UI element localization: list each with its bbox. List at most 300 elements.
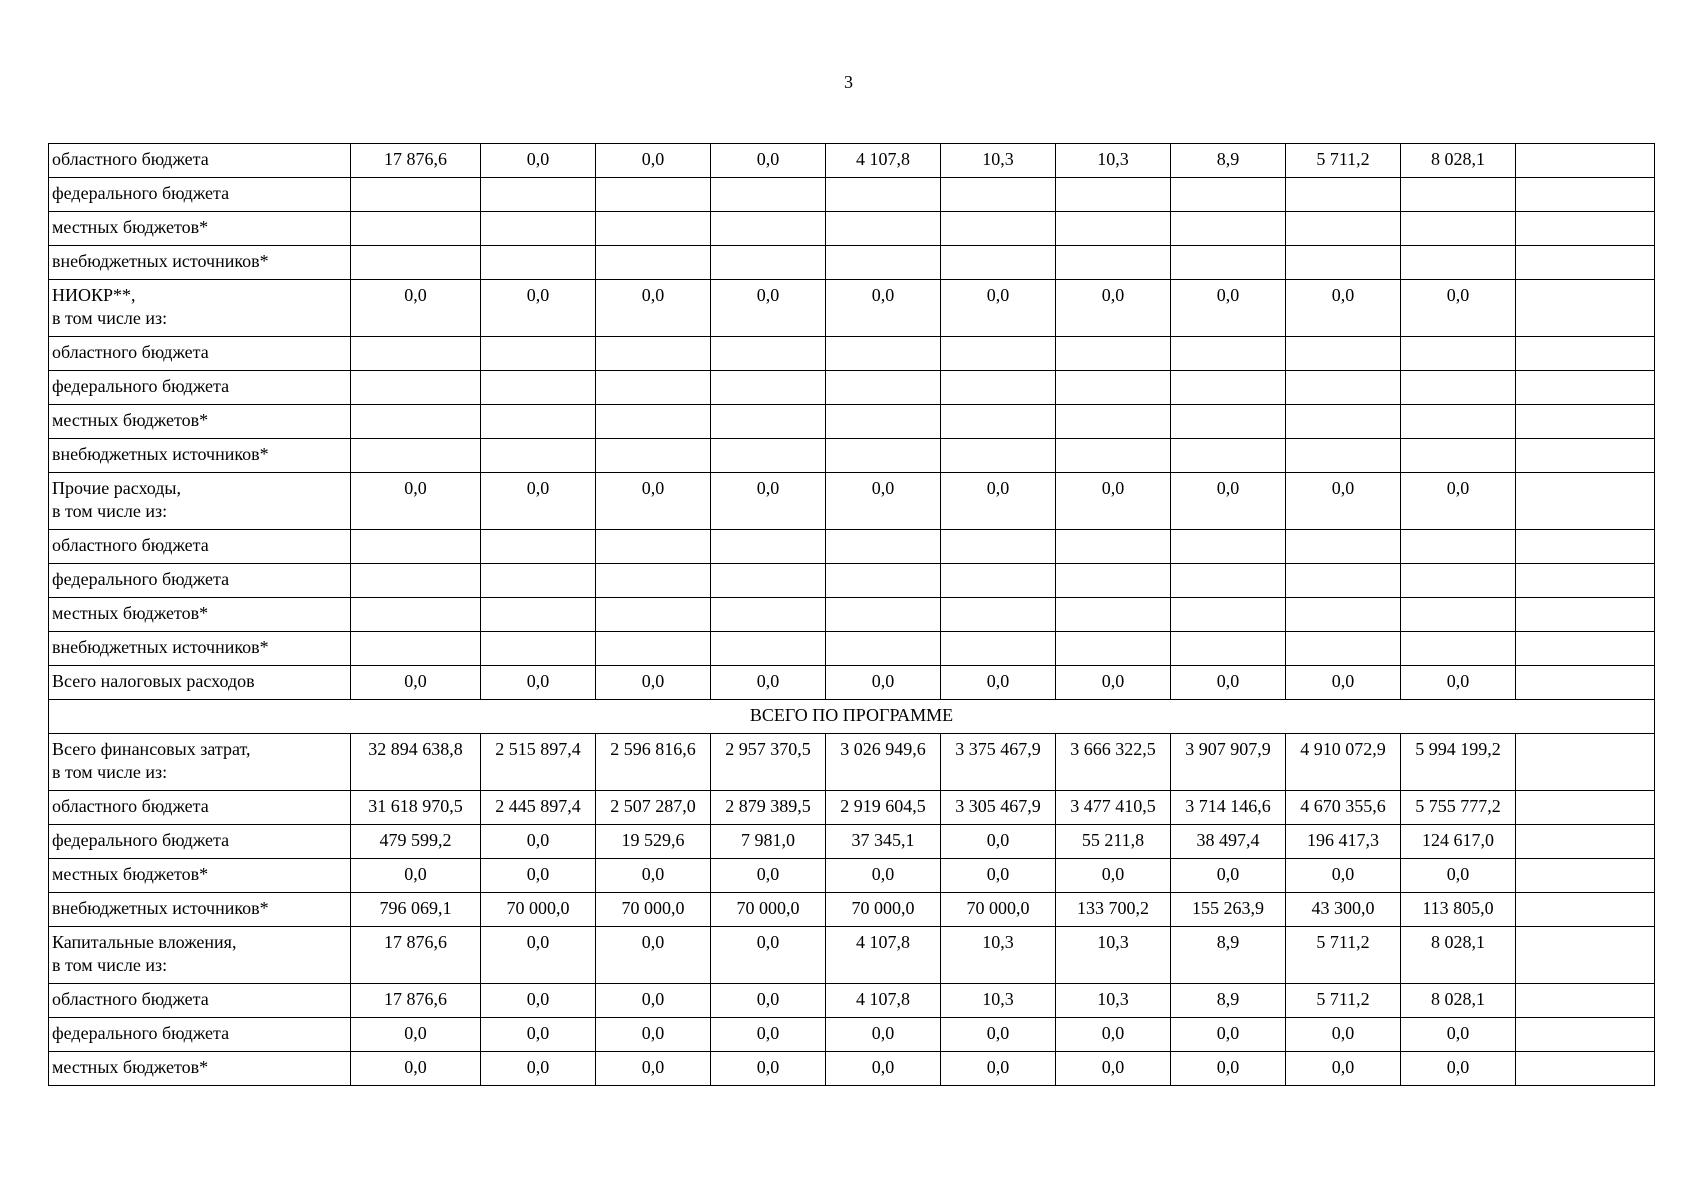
value-cell: 0,0 bbox=[1401, 1018, 1516, 1052]
value-cell: 8,9 bbox=[1171, 144, 1286, 178]
value-cell bbox=[1056, 371, 1171, 405]
value-cell bbox=[826, 405, 941, 439]
value-cell: 70 000,0 bbox=[596, 893, 711, 927]
value-cell: 2 879 389,5 bbox=[711, 791, 826, 825]
value-cell bbox=[1516, 439, 1655, 473]
value-cell: 0,0 bbox=[711, 473, 826, 530]
row-label: областного бюджета bbox=[49, 337, 351, 371]
value-cell: 0,0 bbox=[596, 473, 711, 530]
value-cell: 43 300,0 bbox=[1286, 893, 1401, 927]
value-cell bbox=[1286, 564, 1401, 598]
value-cell bbox=[1171, 246, 1286, 280]
value-cell: 0,0 bbox=[481, 473, 596, 530]
table-row bbox=[49, 984, 1655, 1018]
row-label: федерального бюджета bbox=[49, 371, 351, 405]
table-row bbox=[49, 1052, 1655, 1086]
value-cell: 0,0 bbox=[1286, 666, 1401, 700]
value-cell bbox=[941, 439, 1056, 473]
value-cell bbox=[596, 530, 711, 564]
value-cell: 0,0 bbox=[596, 280, 711, 337]
table-row bbox=[49, 791, 1655, 825]
value-cell bbox=[826, 564, 941, 598]
value-cell: 0,0 bbox=[711, 666, 826, 700]
value-cell: 4 107,8 bbox=[826, 984, 941, 1018]
row-label: внебюджетных источников* bbox=[49, 439, 351, 473]
row-label: федерального бюджета bbox=[49, 825, 351, 859]
value-cell: 5 711,2 bbox=[1286, 984, 1401, 1018]
value-cell bbox=[1516, 984, 1655, 1018]
value-cell: 0,0 bbox=[596, 1018, 711, 1052]
value-cell: 0,0 bbox=[941, 825, 1056, 859]
table-row bbox=[49, 405, 1655, 439]
value-cell: 3 907 907,9 bbox=[1171, 734, 1286, 791]
value-cell bbox=[481, 439, 596, 473]
value-cell bbox=[1286, 371, 1401, 405]
value-cell: 0,0 bbox=[1056, 1052, 1171, 1086]
value-cell: 0,0 bbox=[481, 144, 596, 178]
value-cell bbox=[1516, 337, 1655, 371]
value-cell: 37 345,1 bbox=[826, 825, 941, 859]
row-label: местных бюджетов* bbox=[49, 1052, 351, 1086]
value-cell: 133 700,2 bbox=[1056, 893, 1171, 927]
value-cell: 10,3 bbox=[941, 144, 1056, 178]
value-cell bbox=[941, 178, 1056, 212]
row-label: внебюджетных источников* bbox=[49, 632, 351, 666]
value-cell bbox=[1171, 212, 1286, 246]
value-cell bbox=[481, 405, 596, 439]
row-label: Всего налоговых расходов bbox=[49, 666, 351, 700]
table-row bbox=[49, 530, 1655, 564]
table-row bbox=[49, 473, 1655, 530]
value-cell: 0,0 bbox=[351, 859, 481, 893]
table-row bbox=[49, 598, 1655, 632]
value-cell: 3 666 322,5 bbox=[1056, 734, 1171, 791]
table-row bbox=[49, 825, 1655, 859]
value-cell bbox=[596, 371, 711, 405]
value-cell: 38 497,4 bbox=[1171, 825, 1286, 859]
value-cell: 0,0 bbox=[941, 1052, 1056, 1086]
value-cell: 0,0 bbox=[1286, 473, 1401, 530]
value-cell: 0,0 bbox=[941, 473, 1056, 530]
value-cell bbox=[711, 439, 826, 473]
value-cell: 0,0 bbox=[941, 666, 1056, 700]
value-cell: 2 919 604,5 bbox=[826, 791, 941, 825]
value-cell: 124 617,0 bbox=[1401, 825, 1516, 859]
value-cell: 4 107,8 bbox=[826, 144, 941, 178]
value-cell: 17 876,6 bbox=[351, 927, 481, 984]
value-cell bbox=[1286, 632, 1401, 666]
value-cell bbox=[1171, 564, 1286, 598]
value-cell bbox=[1286, 337, 1401, 371]
value-cell bbox=[1516, 632, 1655, 666]
value-cell: 0,0 bbox=[1056, 280, 1171, 337]
value-cell: 0,0 bbox=[1171, 859, 1286, 893]
value-cell bbox=[711, 178, 826, 212]
value-cell: 0,0 bbox=[1171, 473, 1286, 530]
value-cell bbox=[1401, 564, 1516, 598]
value-cell: 19 529,6 bbox=[596, 825, 711, 859]
value-cell bbox=[1516, 144, 1655, 178]
value-cell bbox=[941, 564, 1056, 598]
value-cell: 0,0 bbox=[596, 666, 711, 700]
value-cell: 55 211,8 bbox=[1056, 825, 1171, 859]
value-cell bbox=[1401, 371, 1516, 405]
value-cell: 0,0 bbox=[1401, 280, 1516, 337]
row-label: областного бюджета bbox=[49, 144, 351, 178]
value-cell: 17 876,6 bbox=[351, 984, 481, 1018]
value-cell bbox=[351, 371, 481, 405]
value-cell: 0,0 bbox=[941, 280, 1056, 337]
table-row bbox=[49, 1018, 1655, 1052]
table-row bbox=[49, 246, 1655, 280]
value-cell bbox=[481, 598, 596, 632]
value-cell bbox=[351, 632, 481, 666]
value-cell bbox=[1401, 212, 1516, 246]
row-label: федерального бюджета bbox=[49, 1018, 351, 1052]
value-cell: 155 263,9 bbox=[1171, 893, 1286, 927]
row-label: областного бюджета bbox=[49, 791, 351, 825]
value-cell: 0,0 bbox=[481, 280, 596, 337]
value-cell bbox=[1286, 598, 1401, 632]
row-label: Всего финансовых затрат, в том числе из: bbox=[49, 734, 351, 791]
value-cell bbox=[1401, 405, 1516, 439]
value-cell bbox=[1516, 178, 1655, 212]
row-label: Прочие расходы, в том числе из: bbox=[49, 473, 351, 530]
value-cell bbox=[1056, 337, 1171, 371]
table-row bbox=[49, 337, 1655, 371]
value-cell bbox=[1401, 439, 1516, 473]
value-cell bbox=[1056, 246, 1171, 280]
value-cell bbox=[1171, 405, 1286, 439]
value-cell bbox=[1171, 439, 1286, 473]
value-cell bbox=[826, 337, 941, 371]
value-cell bbox=[596, 632, 711, 666]
value-cell: 10,3 bbox=[941, 984, 1056, 1018]
value-cell: 2 445 897,4 bbox=[481, 791, 596, 825]
row-label: областного бюджета bbox=[49, 984, 351, 1018]
value-cell: 0,0 bbox=[711, 927, 826, 984]
value-cell: 70 000,0 bbox=[941, 893, 1056, 927]
row-label: внебюджетных источников* bbox=[49, 893, 351, 927]
row-label: Капитальные вложения, в том числе из: bbox=[49, 927, 351, 984]
table-row bbox=[49, 666, 1655, 700]
value-cell bbox=[351, 439, 481, 473]
value-cell bbox=[1516, 530, 1655, 564]
value-cell bbox=[596, 178, 711, 212]
value-cell bbox=[1516, 859, 1655, 893]
value-cell: 8 028,1 bbox=[1401, 927, 1516, 984]
value-cell: 0,0 bbox=[826, 859, 941, 893]
value-cell bbox=[596, 598, 711, 632]
value-cell: 0,0 bbox=[826, 1052, 941, 1086]
row-label: федерального бюджета bbox=[49, 564, 351, 598]
value-cell bbox=[711, 530, 826, 564]
table-row bbox=[49, 893, 1655, 927]
value-cell: 3 375 467,9 bbox=[941, 734, 1056, 791]
table-row bbox=[49, 734, 1655, 791]
value-cell: 0,0 bbox=[351, 1052, 481, 1086]
table-row bbox=[49, 927, 1655, 984]
value-cell bbox=[1171, 371, 1286, 405]
value-cell: 0,0 bbox=[481, 1052, 596, 1086]
value-cell bbox=[481, 178, 596, 212]
value-cell: 0,0 bbox=[1286, 280, 1401, 337]
value-cell: 0,0 bbox=[711, 984, 826, 1018]
value-cell bbox=[1401, 337, 1516, 371]
value-cell: 2 957 370,5 bbox=[711, 734, 826, 791]
value-cell bbox=[1286, 212, 1401, 246]
value-cell bbox=[1286, 405, 1401, 439]
value-cell: 0,0 bbox=[596, 984, 711, 1018]
row-label: местных бюджетов* bbox=[49, 598, 351, 632]
table-row bbox=[49, 144, 1655, 178]
row-label: НИОКР**, в том числе из: bbox=[49, 280, 351, 337]
value-cell bbox=[1286, 178, 1401, 212]
value-cell bbox=[1516, 280, 1655, 337]
value-cell bbox=[1516, 1018, 1655, 1052]
value-cell bbox=[596, 246, 711, 280]
value-cell: 0,0 bbox=[481, 859, 596, 893]
value-cell: 2 515 897,4 bbox=[481, 734, 596, 791]
value-cell bbox=[941, 212, 1056, 246]
value-cell bbox=[596, 405, 711, 439]
value-cell bbox=[1516, 371, 1655, 405]
value-cell: 2 596 816,6 bbox=[596, 734, 711, 791]
value-cell: 0,0 bbox=[351, 666, 481, 700]
value-cell: 8,9 bbox=[1171, 927, 1286, 984]
value-cell: 3 026 949,6 bbox=[826, 734, 941, 791]
value-cell: 0,0 bbox=[351, 473, 481, 530]
value-cell bbox=[351, 564, 481, 598]
value-cell bbox=[1516, 893, 1655, 927]
value-cell bbox=[826, 530, 941, 564]
value-cell bbox=[1516, 825, 1655, 859]
value-cell: 3 305 467,9 bbox=[941, 791, 1056, 825]
value-cell bbox=[1171, 530, 1286, 564]
value-cell bbox=[941, 632, 1056, 666]
value-cell bbox=[481, 530, 596, 564]
value-cell bbox=[351, 337, 481, 371]
value-cell bbox=[826, 371, 941, 405]
value-cell bbox=[1401, 530, 1516, 564]
value-cell bbox=[351, 212, 481, 246]
value-cell: 10,3 bbox=[1056, 927, 1171, 984]
value-cell: 70 000,0 bbox=[826, 893, 941, 927]
value-cell bbox=[711, 212, 826, 246]
value-cell bbox=[351, 178, 481, 212]
page-number: 3 bbox=[844, 72, 853, 92]
value-cell: 8 028,1 bbox=[1401, 144, 1516, 178]
value-cell bbox=[1401, 246, 1516, 280]
value-cell bbox=[826, 439, 941, 473]
value-cell: 0,0 bbox=[826, 666, 941, 700]
value-cell: 0,0 bbox=[941, 859, 1056, 893]
value-cell bbox=[481, 337, 596, 371]
value-cell: 3 477 410,5 bbox=[1056, 791, 1171, 825]
value-cell: 0,0 bbox=[1401, 859, 1516, 893]
value-cell bbox=[481, 371, 596, 405]
value-cell bbox=[1056, 598, 1171, 632]
value-cell bbox=[711, 405, 826, 439]
value-cell bbox=[1401, 598, 1516, 632]
value-cell bbox=[941, 598, 1056, 632]
value-cell bbox=[596, 337, 711, 371]
table-row bbox=[49, 632, 1655, 666]
value-cell: 31 618 970,5 bbox=[351, 791, 481, 825]
value-cell: 0,0 bbox=[481, 984, 596, 1018]
value-cell bbox=[351, 405, 481, 439]
value-cell bbox=[941, 405, 1056, 439]
value-cell: 2 507 287,0 bbox=[596, 791, 711, 825]
value-cell bbox=[1516, 212, 1655, 246]
value-cell: 0,0 bbox=[481, 1018, 596, 1052]
value-cell: 0,0 bbox=[1056, 473, 1171, 530]
value-cell: 0,0 bbox=[1056, 859, 1171, 893]
value-cell: 8,9 bbox=[1171, 984, 1286, 1018]
value-cell bbox=[1056, 530, 1171, 564]
value-cell bbox=[1286, 439, 1401, 473]
table-row bbox=[49, 371, 1655, 405]
value-cell bbox=[711, 246, 826, 280]
value-cell bbox=[1401, 632, 1516, 666]
value-cell bbox=[826, 632, 941, 666]
value-cell: 796 069,1 bbox=[351, 893, 481, 927]
value-cell: 0,0 bbox=[596, 144, 711, 178]
value-cell bbox=[596, 564, 711, 598]
value-cell: 0,0 bbox=[596, 1052, 711, 1086]
table-row bbox=[49, 564, 1655, 598]
value-cell: 7 981,0 bbox=[711, 825, 826, 859]
value-cell bbox=[1516, 564, 1655, 598]
value-cell bbox=[1056, 564, 1171, 598]
table-row bbox=[49, 439, 1655, 473]
value-cell: 0,0 bbox=[351, 1018, 481, 1052]
value-cell bbox=[1516, 666, 1655, 700]
value-cell: 196 417,3 bbox=[1286, 825, 1401, 859]
value-cell bbox=[1516, 1052, 1655, 1086]
value-cell: 0,0 bbox=[1401, 666, 1516, 700]
value-cell bbox=[711, 632, 826, 666]
value-cell: 5 994 199,2 bbox=[1401, 734, 1516, 791]
value-cell: 0,0 bbox=[711, 859, 826, 893]
value-cell bbox=[941, 371, 1056, 405]
value-cell: 0,0 bbox=[1286, 1018, 1401, 1052]
value-cell: 0,0 bbox=[1171, 1052, 1286, 1086]
value-cell bbox=[351, 246, 481, 280]
value-cell bbox=[1056, 405, 1171, 439]
value-cell: 10,3 bbox=[1056, 984, 1171, 1018]
value-cell: 0,0 bbox=[481, 927, 596, 984]
value-cell: 10,3 bbox=[941, 927, 1056, 984]
value-cell: 5 755 777,2 bbox=[1401, 791, 1516, 825]
table-row bbox=[49, 212, 1655, 246]
value-cell bbox=[941, 337, 1056, 371]
table-row bbox=[49, 859, 1655, 893]
value-cell bbox=[481, 632, 596, 666]
value-cell bbox=[1401, 178, 1516, 212]
value-cell bbox=[596, 439, 711, 473]
value-cell bbox=[1171, 632, 1286, 666]
value-cell: 17 876,6 bbox=[351, 144, 481, 178]
value-cell bbox=[1056, 632, 1171, 666]
value-cell: 0,0 bbox=[1056, 1018, 1171, 1052]
value-cell: 0,0 bbox=[1171, 666, 1286, 700]
row-label: местных бюджетов* bbox=[49, 405, 351, 439]
value-cell: 0,0 bbox=[711, 1052, 826, 1086]
table-body bbox=[49, 144, 1655, 1086]
value-cell bbox=[826, 212, 941, 246]
value-cell bbox=[1516, 734, 1655, 791]
row-label: местных бюджетов* bbox=[49, 859, 351, 893]
table-row bbox=[49, 280, 1655, 337]
value-cell: 0,0 bbox=[1286, 1052, 1401, 1086]
value-cell: 0,0 bbox=[1171, 280, 1286, 337]
value-cell bbox=[711, 371, 826, 405]
value-cell bbox=[1286, 530, 1401, 564]
value-cell: 0,0 bbox=[481, 825, 596, 859]
value-cell bbox=[596, 212, 711, 246]
value-cell bbox=[1516, 927, 1655, 984]
value-cell: 32 894 638,8 bbox=[351, 734, 481, 791]
section-title: ВСЕГО ПО ПРОГРАММЕ bbox=[49, 700, 1655, 734]
value-cell: 0,0 bbox=[1056, 666, 1171, 700]
table-row bbox=[49, 178, 1655, 212]
value-cell bbox=[1171, 337, 1286, 371]
value-cell: 4 910 072,9 bbox=[1286, 734, 1401, 791]
value-cell: 10,3 bbox=[1056, 144, 1171, 178]
value-cell bbox=[351, 530, 481, 564]
value-cell: 0,0 bbox=[711, 280, 826, 337]
section-row bbox=[49, 700, 1655, 734]
value-cell: 0,0 bbox=[596, 859, 711, 893]
value-cell bbox=[351, 598, 481, 632]
value-cell bbox=[711, 598, 826, 632]
value-cell: 0,0 bbox=[826, 280, 941, 337]
value-cell bbox=[1171, 598, 1286, 632]
value-cell bbox=[1286, 246, 1401, 280]
value-cell: 5 711,2 bbox=[1286, 144, 1401, 178]
budget-table bbox=[48, 143, 1655, 1086]
value-cell: 479 599,2 bbox=[351, 825, 481, 859]
value-cell: 0,0 bbox=[1401, 473, 1516, 530]
value-cell: 5 711,2 bbox=[1286, 927, 1401, 984]
row-label: местных бюджетов* bbox=[49, 212, 351, 246]
row-label: областного бюджета bbox=[49, 530, 351, 564]
value-cell: 0,0 bbox=[711, 1018, 826, 1052]
value-cell bbox=[941, 246, 1056, 280]
value-cell bbox=[1056, 439, 1171, 473]
row-label: федерального бюджета bbox=[49, 178, 351, 212]
value-cell: 0,0 bbox=[596, 927, 711, 984]
value-cell bbox=[1516, 405, 1655, 439]
value-cell bbox=[826, 598, 941, 632]
value-cell bbox=[1056, 212, 1171, 246]
value-cell: 0,0 bbox=[826, 473, 941, 530]
value-cell bbox=[481, 564, 596, 598]
value-cell bbox=[711, 564, 826, 598]
value-cell bbox=[711, 337, 826, 371]
value-cell: 113 805,0 bbox=[1401, 893, 1516, 927]
value-cell: 0,0 bbox=[711, 144, 826, 178]
value-cell: 8 028,1 bbox=[1401, 984, 1516, 1018]
value-cell bbox=[941, 530, 1056, 564]
value-cell bbox=[826, 246, 941, 280]
value-cell: 0,0 bbox=[826, 1018, 941, 1052]
row-label: внебюджетных источников* bbox=[49, 246, 351, 280]
value-cell: 4 107,8 bbox=[826, 927, 941, 984]
value-cell bbox=[826, 178, 941, 212]
value-cell bbox=[481, 212, 596, 246]
